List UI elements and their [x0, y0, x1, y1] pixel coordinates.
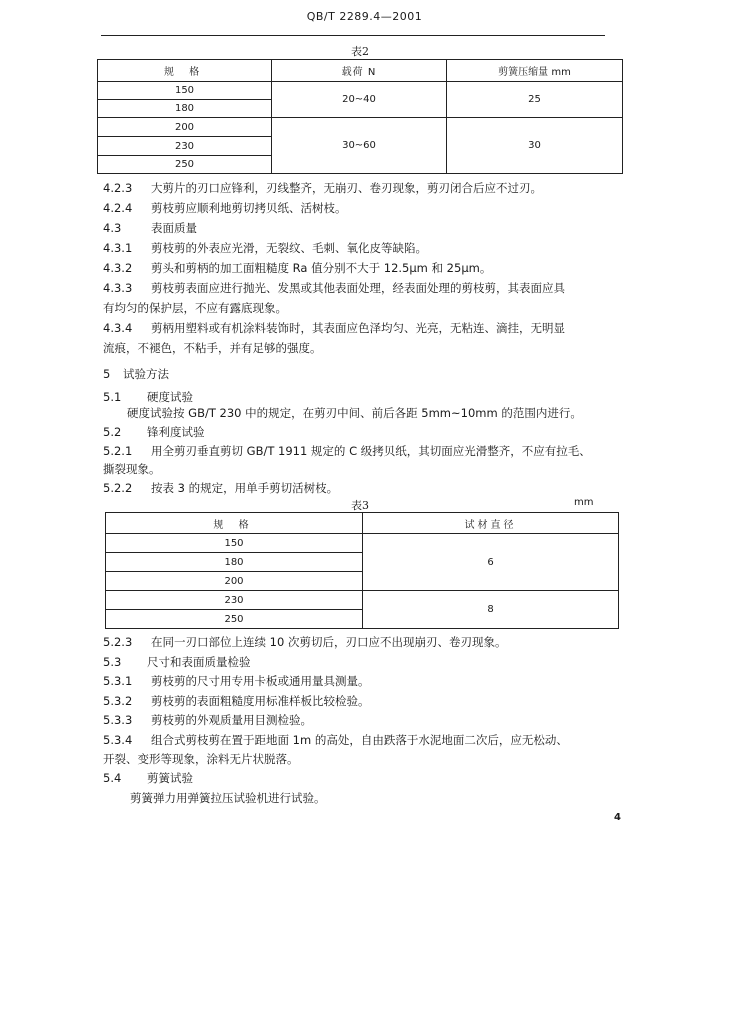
table2-spec-cell: 200 [98, 118, 272, 137]
clause-5-3-1 [103, 673, 370, 689]
clause-number: 5.3 [103, 655, 122, 669]
clause-text: 剪枝剪表面应进行抛光、发黑或其他表面处理，经表面处理的剪枝剪，其表面应具 [151, 281, 565, 295]
clause-5-1-body: 硬度试验按 GB/T 230 中的规定，在剪刃中间、前后各距 5mm~10mm 的范围内进行。 [127, 406, 582, 420]
table3-header-diameter: 试材直径 [363, 513, 619, 534]
clause-4-3-3-continued: 有均匀的保护层，不应有露底现象。 [103, 301, 287, 315]
clause-number: 5.2.3 [103, 635, 133, 649]
clause-text: 按表 3 的规定，用单手剪切活树枝。 [151, 481, 339, 495]
clause-5-3-4-continued: 开裂、变形等现象，涂料无片状脱落。 [103, 752, 299, 766]
clause-number: 4.3.3 [103, 281, 133, 295]
table2-header-compression: 剪簧压缩量 mm [447, 60, 623, 82]
clause-number: 5.2.1 [103, 444, 133, 458]
table3-unit: mm [574, 497, 594, 508]
table2-spec-cell: 250 [98, 156, 272, 174]
table2 [97, 59, 623, 174]
clause-number: 5.3.3 [103, 713, 133, 727]
clause-heading: 尺寸和表面质量检验 [147, 655, 251, 669]
clause-heading: 试验方法 [123, 367, 169, 381]
table2-header-load: 载荷 N [272, 60, 447, 82]
clause-number: 4.3 [103, 221, 122, 235]
clause-number: 5.1 [103, 390, 122, 404]
clause-5-3-4 [103, 732, 568, 748]
section-5-heading [103, 366, 169, 382]
clause-4-3-1 [103, 240, 427, 256]
clause-heading: 锋利度试验 [147, 425, 205, 439]
clause-4-3-4-continued: 流痕，不褪色，不粘手，并有足够的强度。 [103, 341, 322, 355]
clause-4-3 [103, 220, 197, 236]
clause-number: 5.3.2 [103, 694, 133, 708]
clause-5-2-1-continued: 撕裂现象。 [103, 462, 161, 476]
table3-diameter-cell: 6 [363, 534, 619, 591]
clause-text: 剪枝剪应顺利地剪切拷贝纸、活树枝。 [151, 201, 347, 215]
clause-text: 剪枝剪的尺寸用专用卡板或通用量具测量。 [151, 674, 370, 688]
table3-spec-cell: 230 [106, 591, 363, 610]
clause-5-2-3 [103, 634, 506, 650]
clause-number: 5.4 [103, 771, 122, 785]
clause-number: 5.3.1 [103, 674, 133, 688]
table3-diameter-cell: 8 [363, 591, 619, 629]
table3-spec-cell: 180 [106, 553, 363, 572]
table3-header-spec: 规 格 [106, 513, 363, 534]
clause-number: 5.2.2 [103, 481, 133, 495]
table2-load-cell: 20~40 [272, 82, 447, 118]
clause-text: 剪枝剪的表面粗糙度用标准样板比较检验。 [151, 694, 370, 708]
table2-spec-cell: 150 [98, 82, 272, 100]
clause-number: 5.2 [103, 425, 122, 439]
clause-5-1 [103, 389, 193, 405]
clause-text: 剪枝剪的外表应光滑，无裂纹、毛刺、氧化皮等缺陷。 [151, 241, 427, 255]
clause-number: 5 [103, 367, 111, 381]
clause-5-4 [103, 770, 193, 786]
standard-number-header: QB/T 2289.4—2001 [306, 10, 423, 23]
clause-text: 剪柄用塑料或有机涂料装饰时，其表面应色泽均匀、光亮，无粘连、滴挂，无明显 [151, 321, 565, 335]
clause-4-3-4 [103, 320, 565, 336]
table2-header-spec: 规 格 [98, 60, 272, 82]
clause-5-2 [103, 424, 205, 440]
header-rule [101, 35, 605, 36]
table2-load-cell: 30~60 [272, 118, 447, 174]
table2-spec-cell: 180 [98, 100, 272, 118]
clause-text: 组合式剪枝剪在置于距地面 1m 的高处，自由跌落于水泥地面二次后，应无松动、 [151, 733, 568, 747]
clause-number: 4.2.4 [103, 201, 133, 215]
clause-5-4-body: 剪簧弹力用弹簧拉压试验机进行试验。 [130, 791, 326, 805]
table2-caption: 表2 [351, 45, 369, 58]
clause-5-3-2 [103, 693, 370, 709]
clause-4-3-3 [103, 280, 565, 296]
table3-caption: 表3 [351, 499, 369, 512]
clause-heading: 硬度试验 [147, 390, 193, 404]
page-number: 4 [614, 812, 621, 823]
clause-number: 5.3.4 [103, 733, 133, 747]
clause-5-3 [103, 654, 251, 670]
table3 [105, 512, 619, 629]
clause-5-3-3 [103, 712, 312, 728]
table2-compression-cell: 30 [447, 118, 623, 174]
clause-text: 剪头和剪柄的加工面粗糙度 Ra 值分别不大于 12.5μm 和 25μm。 [151, 261, 492, 275]
clause-number: 4.3.1 [103, 241, 133, 255]
table3-spec-cell: 250 [106, 610, 363, 629]
table3-spec-cell: 200 [106, 572, 363, 591]
clause-4-3-2 [103, 260, 491, 276]
table2-spec-cell: 230 [98, 137, 272, 156]
clause-number: 4.2.3 [103, 181, 133, 195]
clause-4-2-3 [103, 180, 542, 196]
clause-text: 用全剪刃垂直剪切 GB/T 1911 规定的 C 级拷贝纸，其切面应光滑整齐，不应有拉毛、 [151, 444, 591, 458]
clause-number: 4.3.4 [103, 321, 133, 335]
clause-5-2-2 [103, 480, 338, 496]
table2-compression-cell: 25 [447, 82, 623, 118]
clause-5-2-1 [103, 443, 591, 459]
clause-text: 剪枝剪的外观质量用目测检验。 [151, 713, 312, 727]
clause-heading: 表面质量 [151, 221, 197, 235]
clause-text: 在同一刃口部位上连续 10 次剪切后，刃口应不出现崩刃、卷刃现象。 [151, 635, 507, 649]
clause-number: 4.3.2 [103, 261, 133, 275]
table3-spec-cell: 150 [106, 534, 363, 553]
clause-text: 大剪片的刃口应锋利，刃线整齐，无崩刃、卷刃现象，剪刃闭合后应不过刃。 [151, 181, 542, 195]
clause-4-2-4 [103, 200, 347, 216]
clause-heading: 剪簧试验 [147, 771, 193, 785]
